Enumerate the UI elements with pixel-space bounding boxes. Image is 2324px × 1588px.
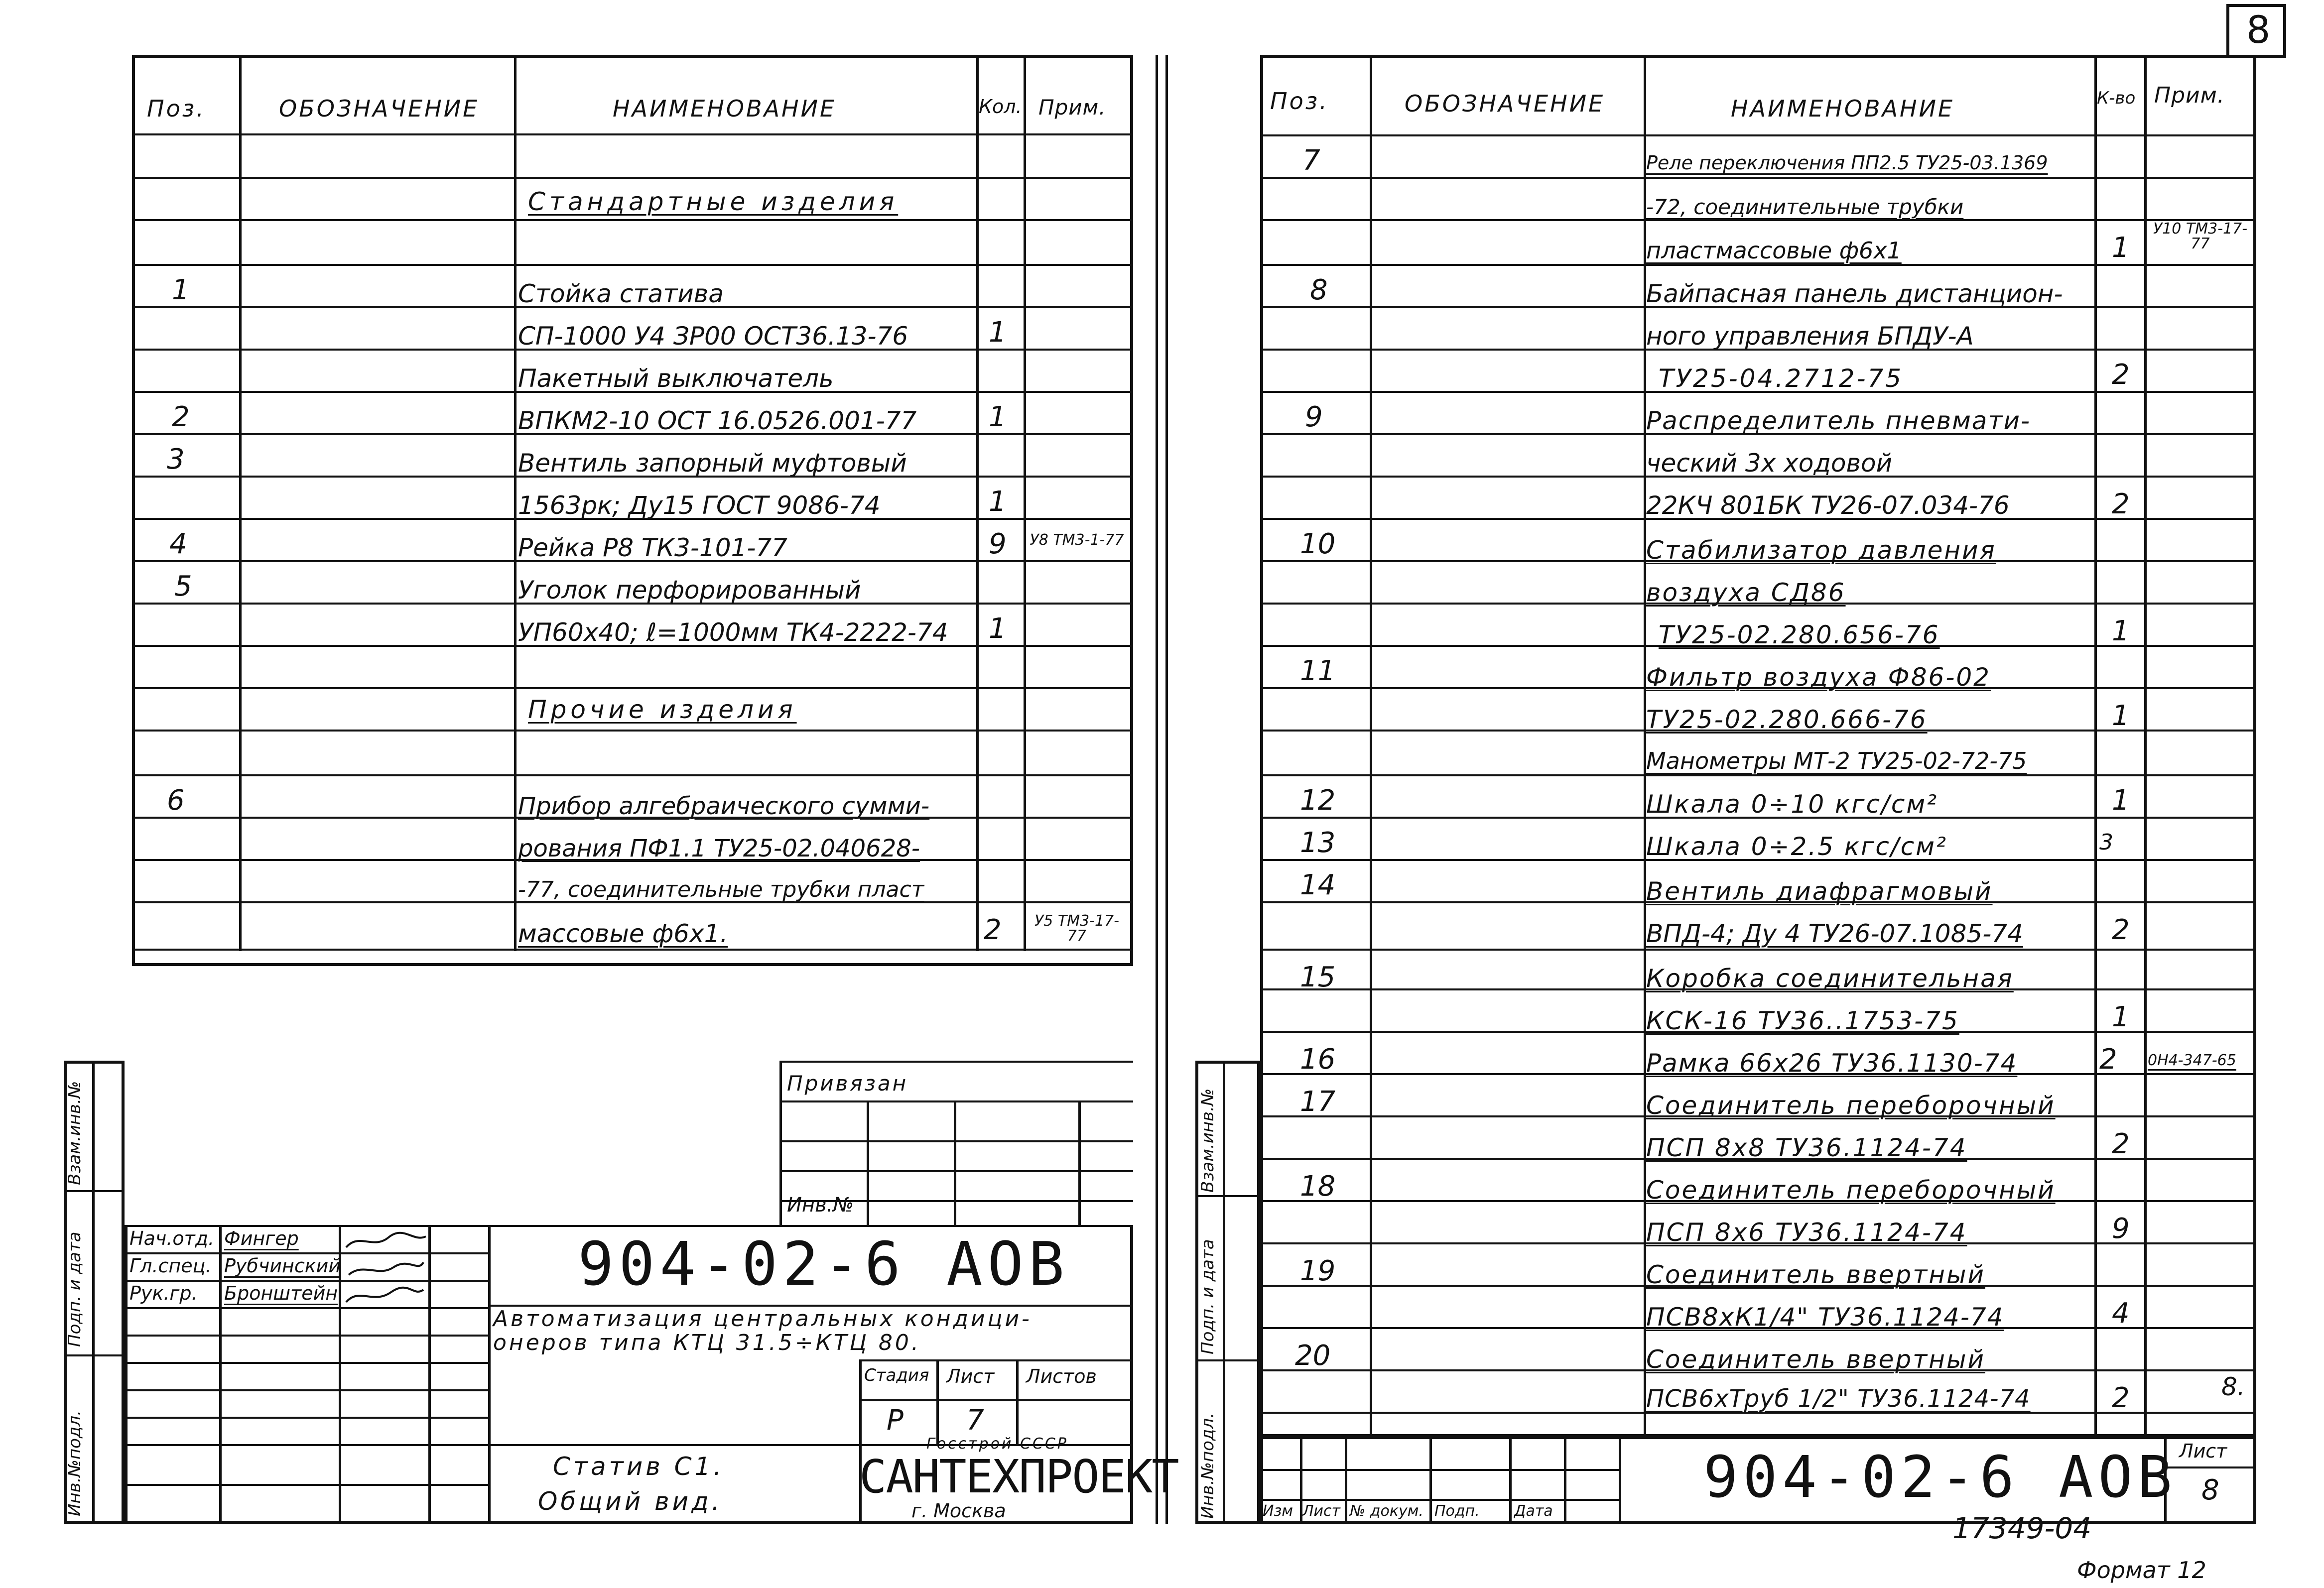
right-pos-17: 17 xyxy=(1300,1086,1336,1118)
left-name-2: СП-1000 У4 ЗР00 ОСТ36.13-76 xyxy=(518,322,908,351)
left-note-7: У8 ТМ3-1-77 xyxy=(1030,531,1124,549)
left-pos-6: 6 xyxy=(167,784,185,817)
left-name-5: Вентиль запорный муфтовый xyxy=(518,449,907,478)
left-pos-4: 4 xyxy=(169,528,187,560)
right-margin-label-2: Подп. и дата xyxy=(1198,1239,1218,1354)
left-qty-13: 2 xyxy=(984,914,1002,946)
right-qty-9: 2 xyxy=(2112,488,2130,520)
left-margin-label-3: Инв.№подл. xyxy=(65,1410,85,1516)
stamp-col-list: Лист xyxy=(1302,1502,1341,1520)
right-pos-9: 9 xyxy=(1305,401,1323,433)
stamp-col-sign: Подп. xyxy=(1434,1502,1480,1520)
role-2: Гл.спец. xyxy=(129,1255,212,1277)
drawing-code-left: 904-02-6 АОВ xyxy=(578,1230,1069,1299)
right-pos-11: 11 xyxy=(1300,655,1336,687)
right-pos-15: 15 xyxy=(1300,961,1336,993)
left-pos-1: 1 xyxy=(172,274,190,306)
left-pos-2: 2 xyxy=(172,401,190,433)
signature-1 xyxy=(344,1227,428,1310)
right-pos-7: 7 xyxy=(1302,144,1320,177)
drawing-title-2: Общий вид. xyxy=(538,1487,723,1516)
right-qty-24: 2 xyxy=(2112,1128,2130,1160)
sheets-label: Листов xyxy=(1026,1365,1097,1387)
left-name-8: Уголок перфорированный xyxy=(518,576,861,605)
right-name-28: ПСВ8хК1/4" ТУ36.1124-74 xyxy=(1646,1303,2004,1332)
section-standard: Стандартные изделия xyxy=(528,187,899,216)
right-name-13: Фильтр воздуха Ф86-02 xyxy=(1646,663,1991,692)
right-name-12: ТУ25-02.280.656-76 xyxy=(1659,620,1940,649)
right-mark: 8. xyxy=(2221,1372,2245,1401)
right-name-19: ВПД-4; Ду 4 ТУ26-07.1085-74 xyxy=(1646,919,2023,948)
right-name-9: 22КЧ 801БК ТУ26-07.034-76 xyxy=(1646,491,2010,520)
left-name-13: массовые ф6х1. xyxy=(518,919,728,948)
right-sheet-label: Лист xyxy=(2179,1440,2227,1462)
right-qty-14: 1 xyxy=(2112,700,2130,732)
right-name-16: Шкала 0÷10 кгс/см² xyxy=(1646,790,1938,819)
right-name-23: Соединитель переборочный xyxy=(1646,1091,2056,1120)
right-name-2: -72, соединительные трубки xyxy=(1646,195,1964,219)
header-pos-right: Поз. xyxy=(1270,88,1329,115)
header-note-left: Прим. xyxy=(1038,95,1106,120)
right-name-18: Вентиль диафрагмовый xyxy=(1646,877,1993,906)
right-name-27: Соединитель ввертный xyxy=(1646,1260,1985,1289)
left-name-7: Рейка Р8 ТК3-101-77 xyxy=(518,533,787,562)
left-name-1: Стойка стaтива xyxy=(518,279,724,308)
stamp-col-date: Дата xyxy=(1514,1502,1553,1520)
privyazan-label: Привязан xyxy=(787,1071,908,1096)
right-name-10: Стабилизатор давления xyxy=(1646,536,1996,565)
right-note-22: 0Н4-347-65 xyxy=(2148,1052,2236,1069)
left-pos-5: 5 xyxy=(174,570,192,603)
format-label: Формат 12 xyxy=(2077,1557,2206,1584)
right-pos-18: 18 xyxy=(1300,1170,1336,1203)
right-name-6: ТУ25-04.2712-75 xyxy=(1659,364,1904,393)
left-name-12: -77, соединительные трубки пласт xyxy=(518,877,924,902)
right-pos-10: 10 xyxy=(1300,528,1336,560)
org-top: Госстрой СССР xyxy=(926,1435,1068,1453)
right-qty-21: 1 xyxy=(2112,1001,2130,1033)
stage-label: Стадия xyxy=(864,1365,929,1385)
right-qty-6: 2 xyxy=(2112,359,2130,391)
left-qty-7: 9 xyxy=(989,528,1007,560)
left-pos-3: 3 xyxy=(167,443,185,476)
stamp-col-doc: № докум. xyxy=(1350,1502,1423,1520)
right-name-1: Реле переключения ПП2.5 ТУ25-03.1369 xyxy=(1646,152,2048,174)
header-designation-left: ОБОЗНАЧЕНИЕ xyxy=(279,95,480,122)
left-name-9: УП60х40; ℓ=1000мм ТК4-2222-74 xyxy=(518,618,948,647)
org-name: САНТЕХПРОЕКТ xyxy=(859,1450,1178,1503)
role-1: Нач.отд. xyxy=(129,1227,215,1249)
left-name-10: Прибор алгебраического сумми- xyxy=(518,792,930,820)
right-qty-30: 2 xyxy=(2112,1382,2130,1414)
sheet-number-top: 8 xyxy=(2246,7,2271,52)
section-other: Прочие изделия xyxy=(528,695,797,724)
left-name-3: Пакетный выключатель xyxy=(518,364,834,393)
left-qty-6: 1 xyxy=(989,486,1007,518)
right-name-3: пластмассовые ф6х1 xyxy=(1646,237,1902,264)
left-margin-label-1: Взам.инв.№ xyxy=(65,1081,85,1185)
right-margin-label-1: Взам.инв.№ xyxy=(1198,1088,1218,1193)
left-qty-2: 1 xyxy=(989,316,1007,349)
right-name-11: воздуха СД86 xyxy=(1646,578,1846,607)
right-name-22: Рамка 66х26 ТУ36.1130-74 xyxy=(1646,1049,2018,1078)
left-name-11: рования ПФ1.1 ТУ25-02.040628- xyxy=(518,835,920,862)
right-qty-3: 1 xyxy=(2112,232,2130,264)
right-name-15: Манометры МТ-2 ТУ25-02-72-75 xyxy=(1646,747,2027,774)
stage-value: Р xyxy=(887,1404,904,1437)
header-qty-right: К-во xyxy=(2097,88,2136,108)
sheet-label: Лист xyxy=(946,1365,995,1387)
right-name-7: Распределитель пневмати- xyxy=(1646,406,2031,435)
drawing-title-1: Статив С1. xyxy=(553,1452,725,1481)
right-pos-19: 19 xyxy=(1300,1255,1336,1287)
left-name-6: 1563рк; Ду15 ГОСТ 9086-74 xyxy=(518,491,881,520)
role-name-3: Бронштейн xyxy=(224,1282,338,1304)
right-name-17: Шкала 0÷2.5 кгс/см² xyxy=(1646,832,1947,861)
right-pos-12: 12 xyxy=(1300,784,1336,817)
header-qty-left: Кол. xyxy=(979,96,1022,118)
right-name-29: Соединитель ввертный xyxy=(1646,1345,1985,1374)
left-qty-9: 1 xyxy=(989,612,1007,645)
right-margin-label-3: Инв.№подл. xyxy=(1198,1413,1218,1519)
drawing-code-right: 904-02-6 АОВ xyxy=(1703,1444,2177,1511)
left-name-4: ВПКМ2-10 ОСТ 16.0526.001-77 xyxy=(518,406,917,435)
right-name-25: Соединитель переборочный xyxy=(1646,1176,2056,1205)
right-name-24: ПСП 8х8 ТУ36.1124-74 xyxy=(1646,1133,1967,1162)
right-name-21: КСК-16 ТУ36..1753-75 xyxy=(1646,1006,1959,1035)
right-note-3: У10 ТМ3-17-77 xyxy=(2153,220,2248,252)
right-name-30: ПСВ6хТруб 1/2" ТУ36.1124-74 xyxy=(1646,1385,2031,1413)
sheet-value: 7 xyxy=(966,1404,984,1437)
right-qty-17: 3 xyxy=(2099,830,2113,855)
right-qty-12: 1 xyxy=(2112,615,2130,647)
role-3: Рук.гр. xyxy=(129,1282,198,1304)
right-qty-28: 4 xyxy=(2112,1297,2130,1330)
right-qty-26: 9 xyxy=(2112,1213,2130,1245)
header-note-right: Прим. xyxy=(2154,83,2225,108)
right-name-8: ческий 3х ходовой xyxy=(1646,449,1893,478)
archive-number: 17349-04 xyxy=(1952,1511,2092,1545)
right-qty-22: 2 xyxy=(2099,1043,2117,1076)
header-designation-right: ОБОЗНАЧЕНИЕ xyxy=(1405,90,1605,117)
right-name-26: ПСП 8х6 ТУ36.1124-74 xyxy=(1646,1218,1967,1247)
right-pos-8: 8 xyxy=(1310,274,1328,306)
header-name-right: НАИМЕНОВАНИЕ xyxy=(1731,95,1955,122)
right-name-20: Коробка соединительная xyxy=(1646,964,2014,993)
stamp-col-izm: Изм xyxy=(1263,1502,1293,1520)
right-name-14: ТУ25-02.280.666-76 xyxy=(1646,705,1928,734)
role-name-2: Рубчинский xyxy=(224,1255,341,1277)
role-name-1: Фингер xyxy=(224,1227,299,1249)
right-sheet-value: 8 xyxy=(2201,1474,2219,1506)
right-name-4: Байпасная панель дистанцион- xyxy=(1646,279,2063,308)
right-pos-14: 14 xyxy=(1300,869,1336,901)
right-qty-16: 1 xyxy=(2112,784,2130,817)
right-qty-19: 2 xyxy=(2112,914,2130,946)
right-name-5: ного управления БПДУ-А xyxy=(1646,322,1974,351)
inv-no-label: Инв.№ xyxy=(787,1194,854,1217)
left-qty-4: 1 xyxy=(989,401,1007,433)
left-note-13: У5 ТМ3-17-77 xyxy=(1034,912,1120,945)
project-title: Автоматизация центральных кондици- онеров типа КТЦ 31.5÷КТЦ 80. xyxy=(493,1306,1032,1356)
right-pos-13: 13 xyxy=(1300,827,1336,859)
org-city: г. Москва xyxy=(911,1500,1006,1522)
header-name-left: НАИМЕНОВАНИЕ xyxy=(613,95,837,122)
right-pos-20: 20 xyxy=(1295,1340,1331,1372)
left-margin-label-2: Подп. и дата xyxy=(65,1231,85,1347)
right-pos-16: 16 xyxy=(1300,1043,1336,1076)
header-pos-left: Поз. xyxy=(147,95,206,122)
